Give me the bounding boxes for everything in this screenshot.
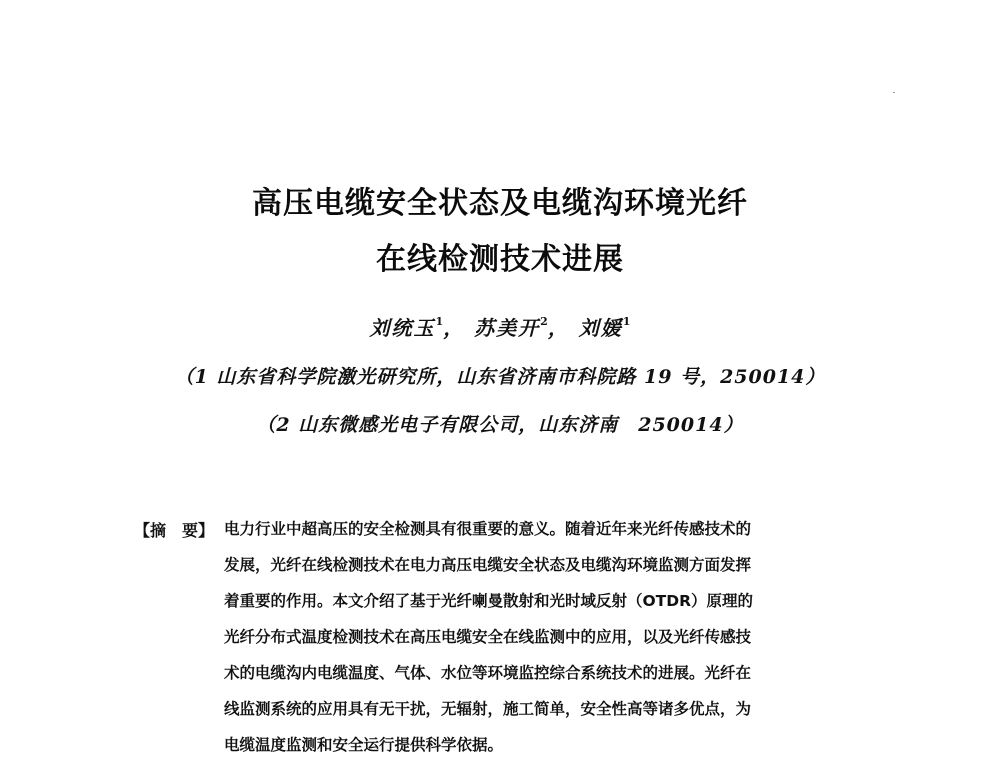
abstract-line: 发展，光纤在线检测技术在电力高压电缆安全状态及电缆沟环境监测方面发挥: [224, 556, 752, 574]
abstract-label: 【摘 要】: [134, 521, 215, 540]
title-line-2: 在线检测技术进展: [376, 242, 624, 277]
abstract-line: 电缆温度监测和安全运行提供科学依据。: [224, 736, 504, 754]
author-name: 苏美开: [474, 316, 541, 340]
affiliation-2: （2 山东微感光电子有限公司，山东济南 250014）: [256, 414, 744, 436]
author-affil-mark: 1: [622, 315, 631, 328]
author-separator: ，: [443, 316, 466, 340]
abstract-body: [224, 518, 864, 770]
abstract-line: 着重要的作用。本文介绍了基于光纤喇曼散射和光时域反射（OTDR）原理的: [224, 592, 754, 610]
author-separator: ，: [547, 316, 570, 340]
scan-speck: [893, 92, 895, 93]
author-name: 刘媛: [578, 316, 623, 340]
title-line-1: 高压电缆安全状态及电缆沟环境光纤: [252, 186, 748, 221]
abstract-line: 线监测系统的应用具有无干扰，无辐射，施工简单，安全性高等诸多优点，为: [224, 700, 752, 718]
affiliation-1: （1 山东省科学院激光研究所，山东省济南市科院路 19 号，250014）: [174, 366, 826, 388]
abstract-line: 光纤分布式温度检测技术在高压电缆安全在线监测中的应用，以及光纤传感技: [224, 628, 752, 646]
abstract-line: 电力行业中超高压的安全检测具有很重要的意义。随着近年来光纤传感技术的: [224, 520, 752, 538]
author-list: [0, 312, 1000, 341]
abstract-line: 术的电缆沟内电缆温度、气体、水位等环境监控综合系统技术的进展。光纤在: [224, 664, 752, 682]
author-name: 刘统玉: [369, 316, 436, 340]
author-affil-mark: 2: [540, 315, 548, 328]
author-affil-mark: 1: [435, 315, 444, 328]
